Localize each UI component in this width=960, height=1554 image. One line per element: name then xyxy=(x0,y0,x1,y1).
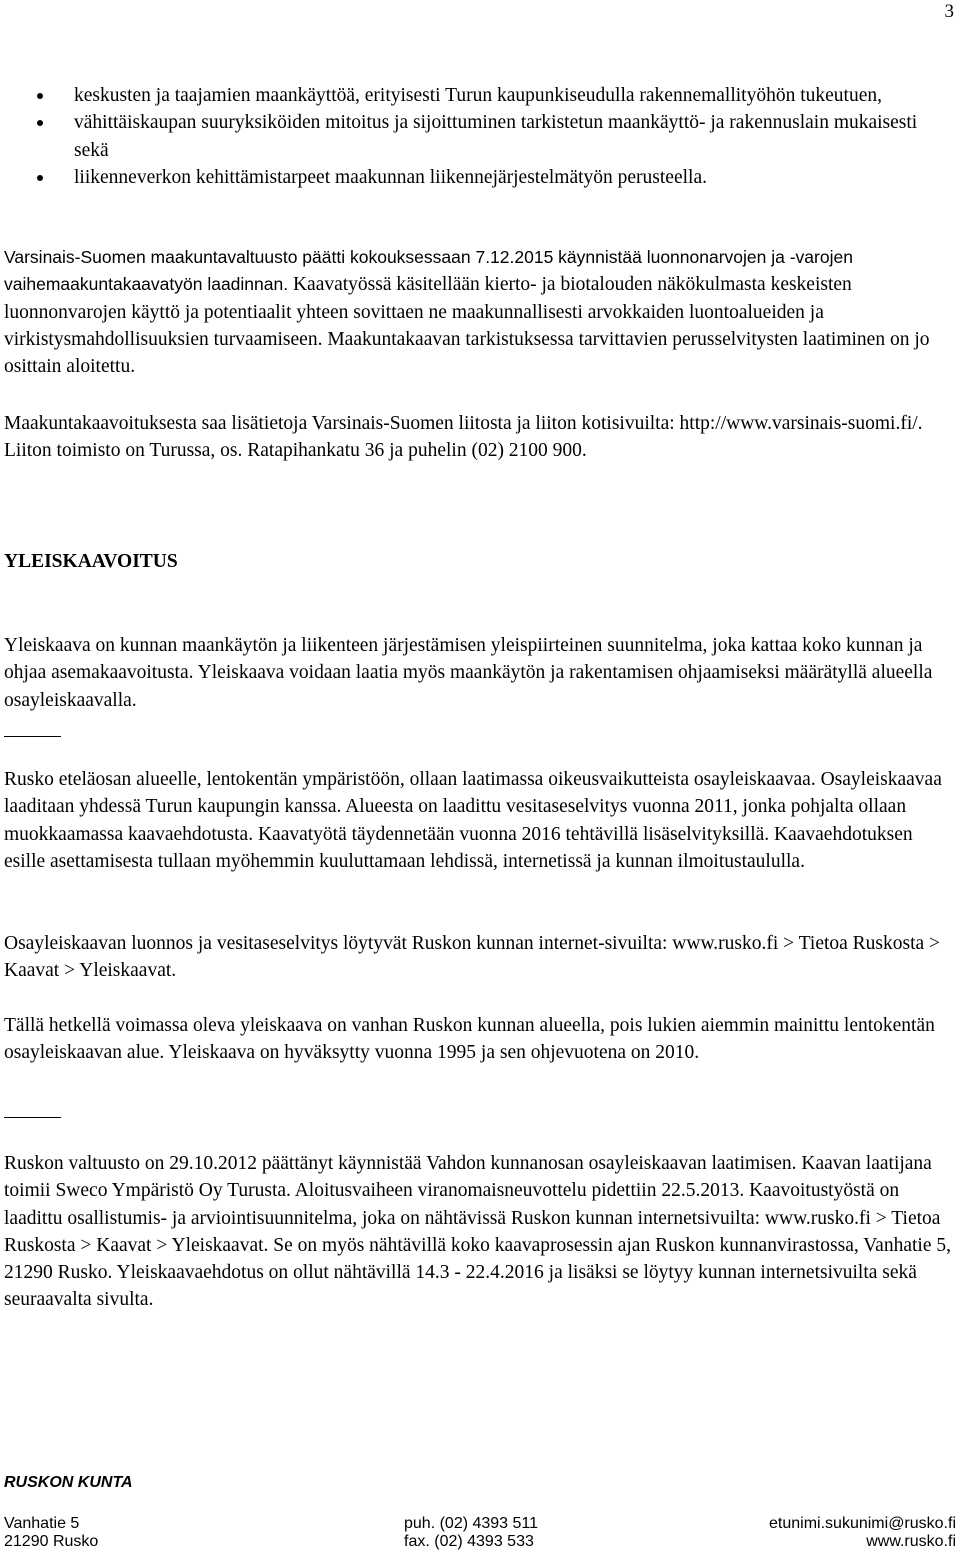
paragraph-lisatietoja: Maakuntakaavoituksesta saa lisätietoja Varsinais-Suomen liitosta ja liiton kotisivuilta: http://www.varsinais-suomi.fi/. Liiton toimisto on Turussa, os. Ratapihankatu 36 ja puhelin (02) 2100 900. xyxy=(4,413,923,462)
paragraph-yleiskaava: Yleiskaava on kunnan maankäytön ja liikenteen järjestämisen yleispiirteinen suunnitelma, joka kattaa koko kunnan ja ohjaa asemakaavoitusta. Yleiskaava voidaan laatia myös maankäytön ja rakentamisen ohjaamiseksi määrätyllä alueella osayleiskaavalla. xyxy=(4,635,933,711)
footer-website: www.rusko.fi xyxy=(866,1533,956,1550)
footer-email: etunimi.sukunimi@rusko.fi xyxy=(769,1515,956,1532)
bullet-icon xyxy=(37,175,43,181)
paragraph-voimassa: Tällä hetkellä voimassa oleva yleiskaava on vanhan Ruskon kunnan alueella, pois lukien aiemmin mainittu lentokentän osayleiskaavan alue. Yleiskaava on hyväksytty vuonna 1995 ja sen ohjevuotena on 2010. xyxy=(4,1015,935,1064)
list-item: vähittäiskaupan suuryksiköiden mitoitus ja sijoittuminen tarkistetun maankäyttö- ja rakennuslain mukaisesti sekä xyxy=(0,109,954,164)
page-number: 3 xyxy=(944,1,954,22)
divider xyxy=(4,1117,61,1118)
bullet-icon xyxy=(37,93,43,99)
bullet-icon xyxy=(37,120,43,126)
footer-phone: puh. (02) 4393 511 xyxy=(404,1515,539,1532)
footer-contact xyxy=(4,1515,956,1551)
list-item: liikenneverkon kehittämistarpeet maakunnan liikennejärjestelmätyön perusteella. xyxy=(0,164,954,191)
footer-postal: 21290 Rusko xyxy=(4,1533,99,1550)
footer-org-name: RUSKON KUNTA xyxy=(4,1474,133,1491)
footer-address: Vanhatie 5 xyxy=(4,1515,80,1532)
paragraph-vahto: Ruskon valtuusto on 29.10.2012 päättänyt käynnistää Vahdon kunnanosan osayleiskaavan laatimisen. Kaavan laatijana toimii Sweco Ympäristö Oy Turusta. Aloitusvaiheen viranomaisneuvottelu pidettiin 22.5.2013. Kaavoitustyöstä on laadittu osallistumis- ja arviointisuunnitelma, joka on nähtävissä Ruskon kunnan internetsivuilta: www.rusko.fi > Tietoa Ruskosta > Kaavat > Yleiskaavat. Se on myös nähtävillä koko kaavaprosessin ajan Ruskon kunnanvirastossa, Vanhatie 5, 21290 Rusko. Yleiskaavaehdotus on ollut nähtävillä 14.3 - 22.4.2016 ja lisäksi se löytyy kunnan internetsivuilta sekä seuraavalta sivulta. xyxy=(4,1153,951,1311)
list-item: keskusten ja taajamien maankäyttöä, erityisesti Turun kaupunkiseudulla rakennemallityöhön tukeutuen, xyxy=(0,82,954,109)
divider xyxy=(4,736,61,737)
section-heading: YLEISKAAVOITUS xyxy=(4,551,178,572)
footer-fax: fax. (02) 4393 533 xyxy=(404,1533,534,1550)
paragraph-osayleiskaava: Rusko eteläosan alueelle, lentokentän ympäristöön, ollaan laatimassa oikeusvaikutteista osayleiskaavaa. Osayleiskaavaa laaditaan yhdessä Turun kaupungin kanssa. Alueesta on laadittu vesitaseselvitys vuonna 2011, jonka pohjalta ollaan muokkaamassa kaavaehdotusta. Kaavatyötä täydennetään vuonna 2016 tehtävillä lisäselvityksillä. Kaavaehdotuksen esille asettamisesta tullaan myöhemmin kuuluttamaan lehdissä, internetissä ja kunnan ilmoitustaululla. xyxy=(4,769,942,872)
paragraph-maakuntakaava: Varsinais-Suomen maakuntavaltuusto päätti kokouksessaan 7.12.2015 käynnistää luonnonarvojen ja -varojen vaihemaakuntakaavatyön laadinnan. Kaavatyössä käsitellään kierto- ja biotalouden näkökulmasta keskeisten luonnonvarojen käyttö ja potentiaalit yhteen sovittaen ne maakunnallisesti arvokkaiden luontoalueiden ja virkistysmahdollisuuksien turvaamiseen. Maakuntakaavan tarkistuksessa tarvittavien perusselvitysten laatiminen on jo osittain aloitettu. xyxy=(4,247,930,378)
paragraph-luonnos: Osayleiskaavan luonnos ja vesitaseselvitys löytyvät Ruskon kunnan internet-sivuilta: www.rusko.fi > Tietoa Ruskosta > Kaavat > Yleiskaavat. xyxy=(4,933,941,982)
bullet-list xyxy=(0,82,956,191)
